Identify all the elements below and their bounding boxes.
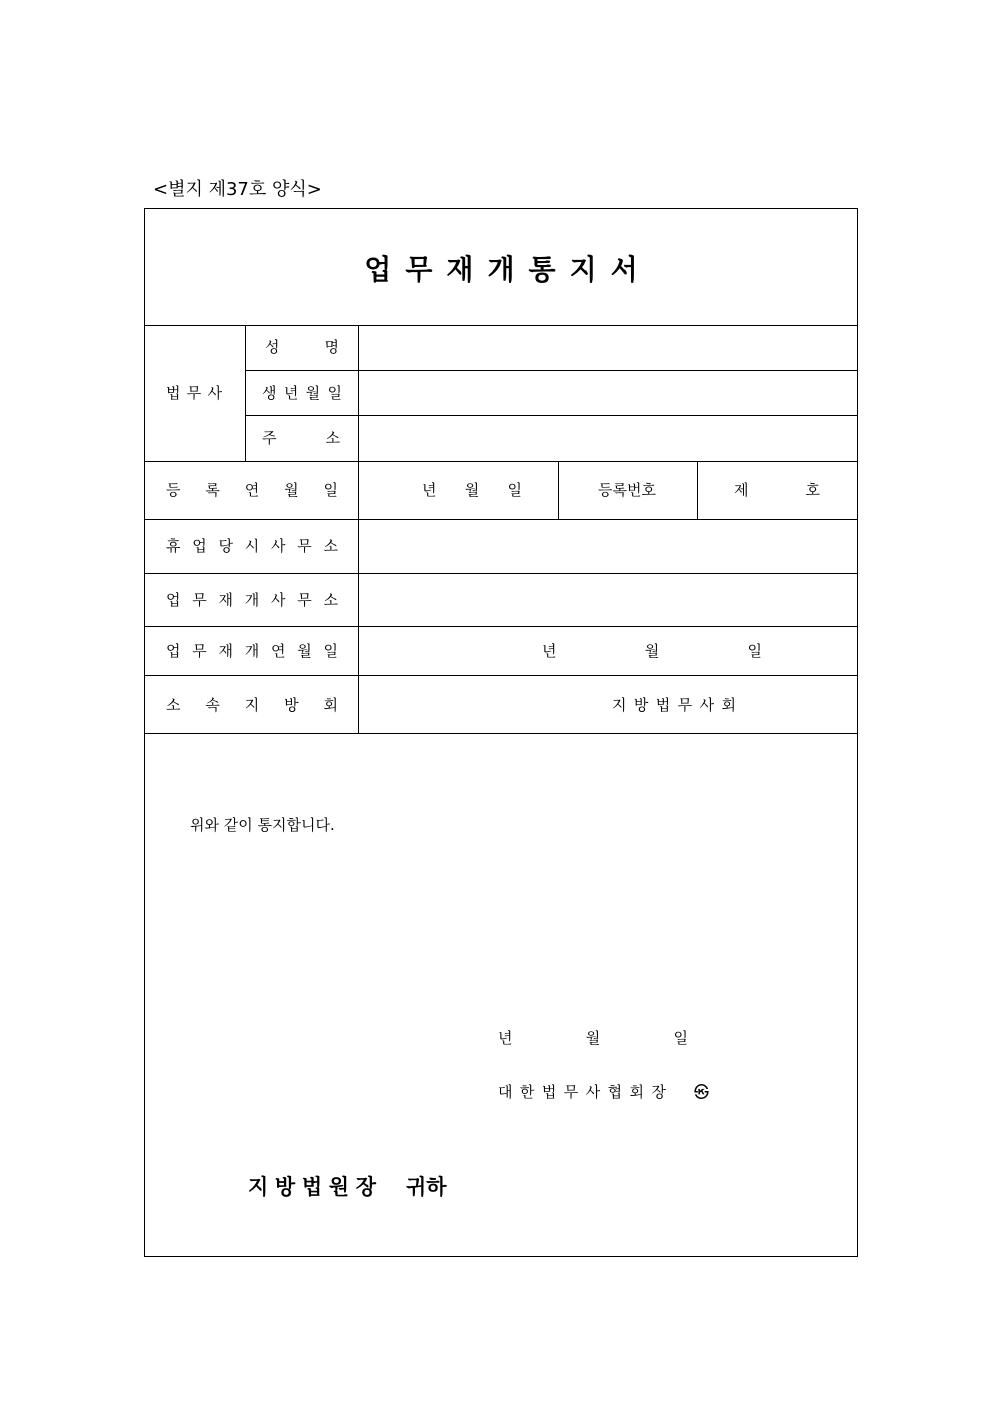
birth-label: 생 년 월 일 [262,384,342,402]
notice-date[interactable]: 년 월 일 [498,1029,688,1047]
row-divider [144,675,858,676]
form-label: <별지 제37호 양식> [153,179,322,200]
name-field[interactable] [359,326,857,370]
seal-icon: ㉿ [694,1083,710,1101]
title-char: 재 [446,253,474,286]
resume-office-field[interactable] [359,574,857,626]
form-title [144,248,858,288]
addressee-suffix: 귀하 [406,1175,447,1199]
notice-text: 위와 같이 통지합니다. [190,816,335,834]
branch-label: 소 속 지 방 회 [166,696,338,714]
row-divider [144,461,858,462]
row-divider [144,626,858,627]
title-char: 통 [528,253,556,286]
signer-name: 대 한 법 무 사 협 회 장 [498,1083,666,1101]
title-char: 업 [364,253,392,286]
reg-date-field[interactable]: 년 월 일 [422,481,522,499]
title-char: 서 [610,253,638,286]
row-divider [144,733,858,734]
column-divider [697,461,698,519]
reg-no-field[interactable]: 제 호 [734,481,820,499]
suspend-office-label: 휴 업 당 시 사 무 소 [166,537,338,555]
branch-field[interactable]: 지 방 법 무 사 회 [612,696,736,714]
lawyer-group-label: 법 무 사 [166,384,222,402]
title-char: 무 [405,253,433,286]
column-divider [245,325,246,461]
title-char: 개 [487,253,515,286]
resume-office-label: 업 무 재 개 사 무 소 [166,591,338,609]
birth-field[interactable] [359,371,857,415]
address-field[interactable] [359,416,857,461]
reg-date-label: 등 록 연 월 일 [166,481,338,499]
column-divider [558,461,559,519]
suspend-office-field[interactable] [359,520,857,573]
resume-date-field[interactable]: 년 월 일 [542,642,762,660]
reg-no-label: 등록번호 [598,481,656,499]
title-char: 지 [569,253,597,286]
name-label: 성 명 [265,338,339,356]
address-label: 주 소 [262,429,340,447]
addressee: 지 방 법 원 장 [248,1175,376,1199]
resume-date-label: 업 무 재 개 연 월 일 [166,642,338,660]
